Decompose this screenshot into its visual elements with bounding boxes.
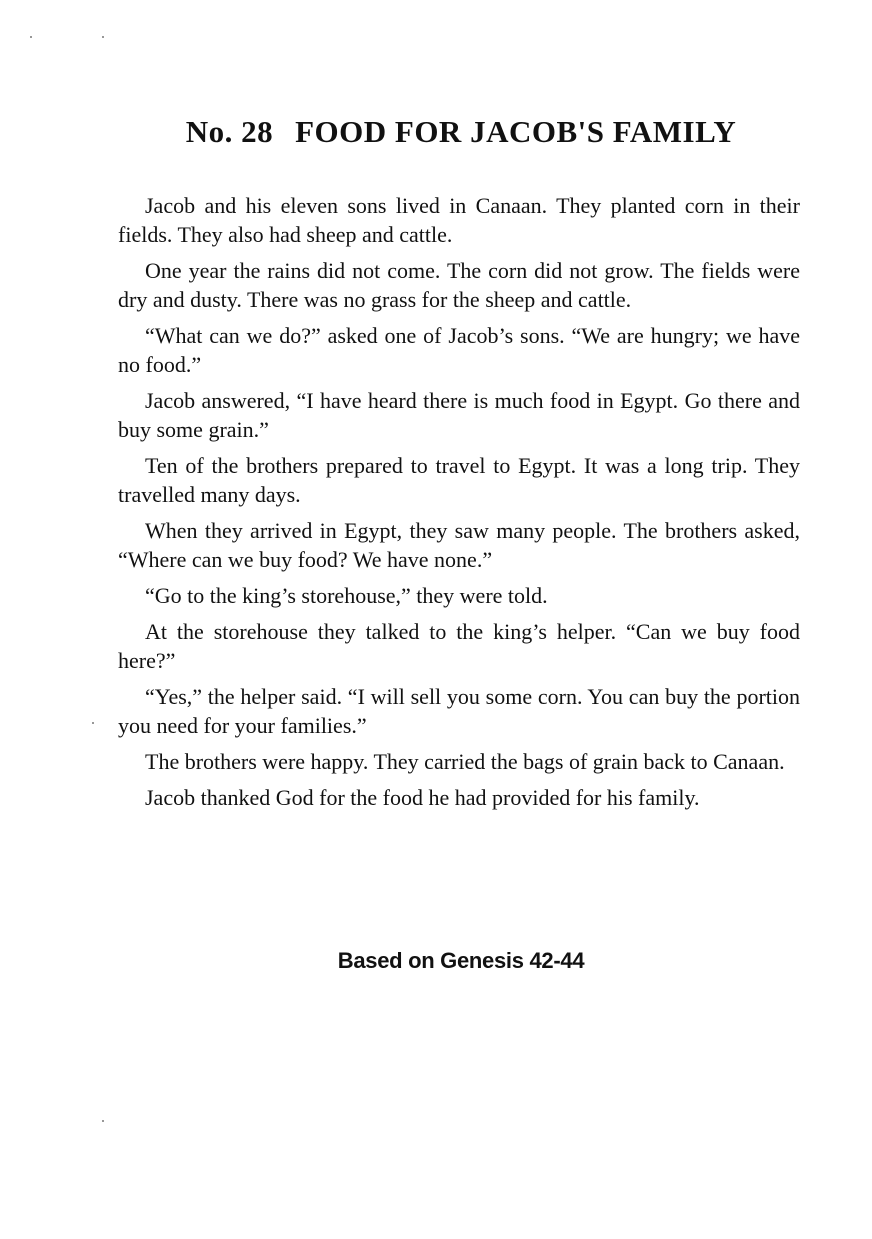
source-citation: Based on Genesis 42-44	[337, 948, 585, 973]
scan-speck	[102, 1120, 104, 1122]
scan-speck	[30, 36, 32, 38]
paragraph: At the storehouse they talked to the king’s helper. “Can we buy food here?”	[118, 619, 800, 673]
scan-speck	[102, 36, 104, 38]
paragraph: Jacob answered, “I have heard there is much food in Egypt. Go there and buy some grain.”	[118, 388, 800, 442]
scan-speck	[92, 722, 94, 724]
paragraph: “Yes,” the helper said. “I will sell you some corn. You can buy the portion you need for your families.”	[118, 684, 800, 738]
story-title: FOOD FOR JACOB'S FAMILY	[295, 114, 737, 149]
story-number: No. 28	[185, 114, 274, 149]
page-title	[0, 112, 872, 152]
story-body	[118, 191, 800, 819]
paragraph: Ten of the brothers prepared to travel to Egypt. It was a long trip. They travelled many days.	[118, 453, 800, 507]
paragraph: One year the rains did not come. The corn did not grow. The fields were dry and dusty. There was no grass for the sheep and cattle.	[118, 258, 800, 312]
paragraph: When they arrived in Egypt, they saw many people. The brothers asked, “Where can we buy food? We have none.”	[118, 518, 800, 572]
paragraph: “Go to the king’s storehouse,” they were told.	[145, 583, 548, 608]
paragraph: The brothers were happy. They carried the bags of grain back to Canaan.	[145, 749, 785, 774]
paragraph: “What can we do?” asked one of Jacob’s sons. “We are hungry; we have no food.”	[118, 323, 800, 377]
paragraph: Jacob and his eleven sons lived in Canaan. They planted corn in their fields. They also had sheep and cattle.	[118, 193, 800, 247]
paragraph: Jacob thanked God for the food he had provided for his family.	[145, 785, 700, 810]
